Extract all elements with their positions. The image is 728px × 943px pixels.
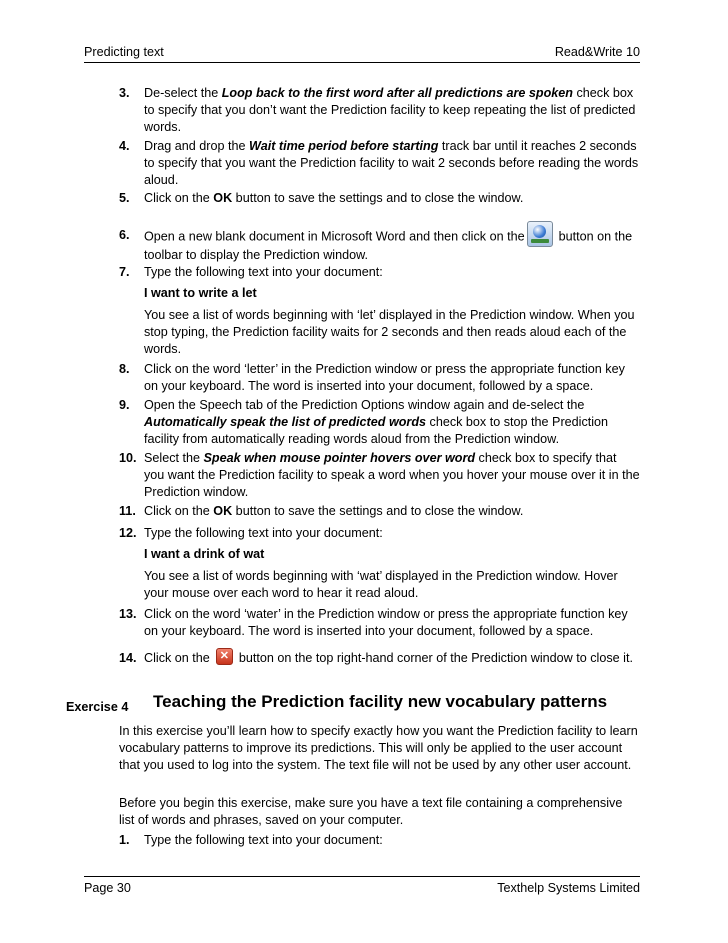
step-number: 12. (119, 526, 137, 540)
exercise-intro: In this exercise you’ll learn how to specify exactly how you want the Prediction facility to learn vocabulary patterns to improve its predictions. This will only be applied to the user account that you used to log into the system. The text file will not be used by any other user account. (119, 724, 638, 772)
step-number: 9. (119, 398, 130, 412)
option-name: Wait time period before starting (249, 139, 439, 153)
example-text: I want a drink of wat (144, 547, 265, 561)
step-text (144, 450, 640, 501)
option-name: Loop back to the first word after all predictions are spoken (221, 86, 573, 100)
step-text: Type the following text into your document: (144, 833, 383, 847)
button-name: OK (213, 504, 233, 518)
step-number: 7. (119, 265, 130, 279)
step-text (144, 227, 640, 264)
exercise-title: Teaching the Prediction facility new vocabulary patterns (153, 692, 608, 711)
step-number: 3. (119, 86, 130, 100)
step-text (144, 650, 640, 667)
text: check box to specify that you don’t want the Prediction facility to keep repeating the list of predicted words. (144, 86, 636, 134)
header-right: Read&Write 10 (554, 45, 640, 59)
step-text: Click on the word ‘water’ in the Prediction window or press the appropriate function key on your keyboard. The word is inserted into your document, followed by a space. (144, 607, 628, 638)
step-number: 10. (119, 451, 137, 465)
step-text: Type the following text into your document: (144, 526, 383, 540)
text: button on the toolbar to display the Prediction window. (144, 229, 633, 262)
footer-company: Texthelp Systems Limited (497, 881, 640, 895)
text: Drag and drop the (144, 139, 250, 153)
text: Click on the (144, 191, 214, 205)
footer-rule (84, 876, 640, 877)
step-number: 8. (119, 362, 130, 376)
step-text (144, 190, 640, 207)
button-name: OK (213, 191, 233, 205)
step-text (144, 503, 640, 520)
page-number: Page 30 (84, 881, 131, 895)
page-header (84, 44, 640, 61)
text: button on the top right-hand corner of the Prediction window to close it. (238, 651, 633, 665)
text: Select the (144, 451, 204, 465)
step-note: You see a list of words beginning with ‘wat’ displayed in the Prediction window. Hover your mouse over each word to hear it read aloud. (144, 569, 618, 600)
text: button to save the settings and to close the window. (232, 191, 524, 205)
header-rule (84, 62, 640, 63)
text: button to save the settings and to close the window. (232, 504, 524, 518)
step-text (144, 397, 640, 448)
text: Click on the (144, 651, 210, 665)
text: Click on the (144, 504, 214, 518)
example-text: I want to write a let (144, 286, 257, 300)
step-number: 11. (119, 504, 136, 518)
step-note: You see a list of words beginning with ‘let’ displayed in the Prediction window. When you stop typing, the Prediction facility waits for 2 seconds and then reads aloud each of the words. (144, 308, 635, 356)
text: check box to specify that you want the Prediction facility to speak a word when you hover your mouse over it in the Prediction window. (144, 451, 640, 499)
text: Open a new blank document in Microsoft Word and then click on the (144, 229, 525, 244)
step-number: 5. (119, 191, 130, 205)
page-footer (84, 880, 640, 897)
step-text (144, 138, 640, 189)
step-text: Click on the word ‘letter’ in the Prediction window or press the appropriate function key on your keyboard. The word is inserted into your document, followed by a space. (144, 362, 625, 393)
exercise-label: Exercise 4 (66, 700, 129, 714)
text: De-select the (144, 86, 222, 100)
step-number: 13. (119, 607, 137, 621)
text: check box to stop the Prediction facility from automatically reading words aloud from the Prediction window. (144, 415, 609, 446)
step-number: 1. (119, 833, 130, 847)
option-name: Automatically speak the list of predicted words (144, 415, 427, 429)
exercise-prerequisite: Before you begin this exercise, make sure you have a text file containing a comprehensive list of words and phrases, saved on your computer. (119, 796, 623, 827)
prediction-icon (527, 221, 553, 247)
step-number: 14. (119, 651, 137, 665)
step-text: Type the following text into your document: (144, 265, 383, 279)
text: Open the Speech tab of the Prediction Options window again and de-select the (144, 398, 585, 412)
text: track bar until it reaches 2 seconds to specify that you want the Prediction facility to wait 2 seconds before reading the words aloud. (144, 139, 639, 187)
option-name: Speak when mouse pointer hovers over word (203, 451, 476, 465)
step-text (144, 85, 640, 136)
step-number: 4. (119, 139, 130, 153)
step-number: 6. (119, 228, 130, 242)
close-icon: ✕ (216, 648, 233, 665)
header-left: Predicting text (84, 45, 164, 59)
